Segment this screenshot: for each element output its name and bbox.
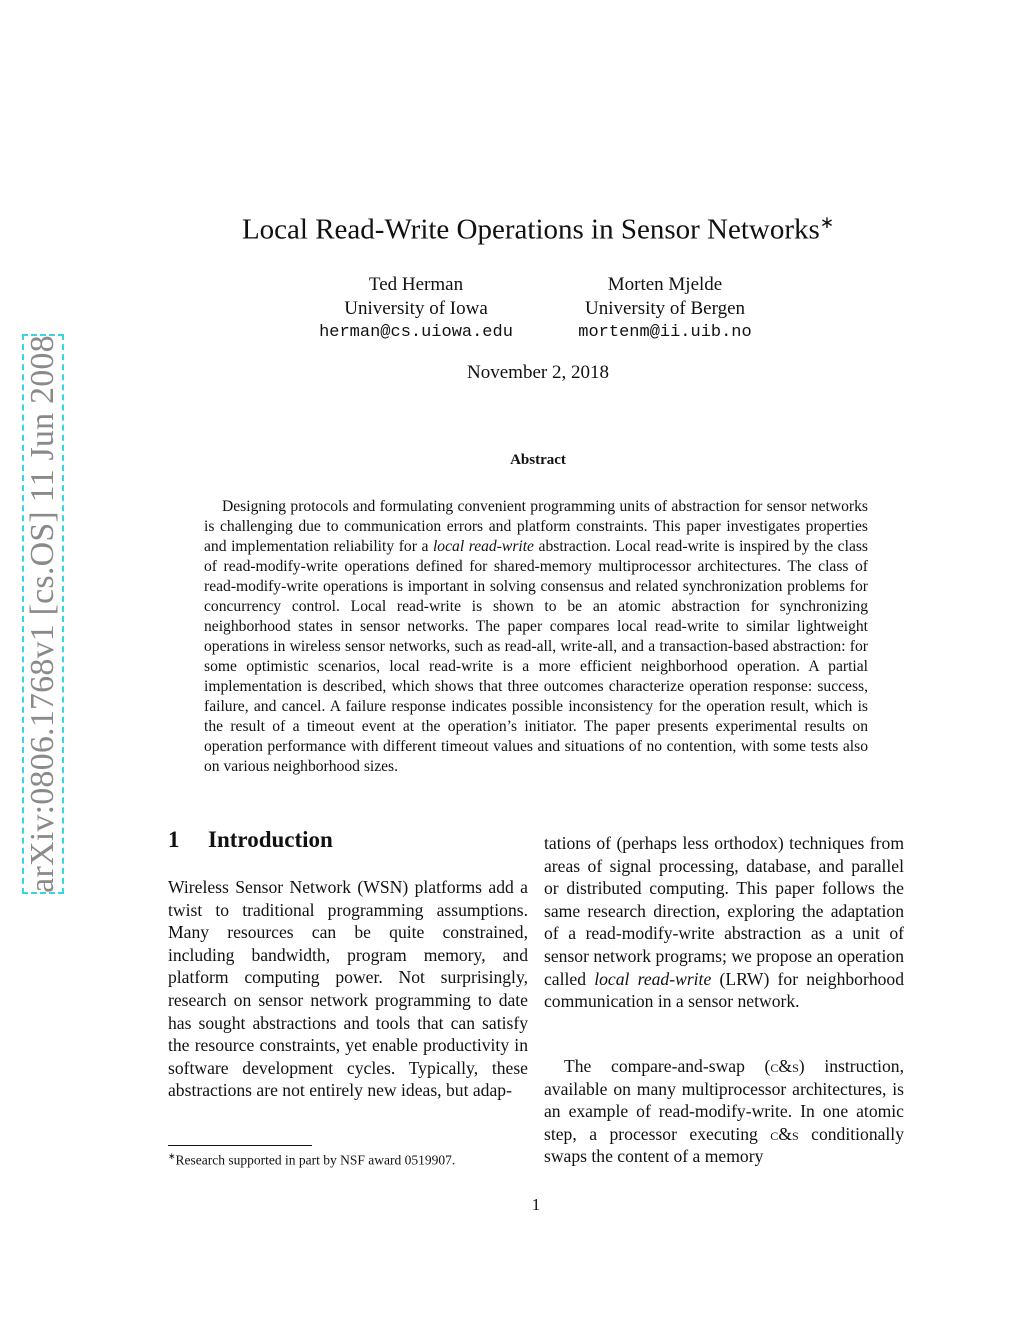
body-text: conditionally swaps the content of a memory — [544, 1123, 904, 1167]
footnote-mark: ∗ — [168, 1151, 176, 1161]
author-affiliation: University of Iowa — [344, 298, 488, 319]
section-heading — [168, 827, 333, 853]
arxiv-identifier: arXiv:0806.1768v1 [cs.OS] 11 Jun 2008 — [24, 335, 61, 893]
author-block — [535, 273, 795, 345]
author-name: Ted Herman — [368, 274, 464, 295]
abstract-heading: Abstract — [510, 452, 566, 468]
title-footnote-mark: ∗ — [819, 213, 835, 232]
abstract-text: Designing protocols and formulating convenient programming units of abstraction for sensor networks is challenging due to communication errors and platform constraints. This paper investigates properties and implementation reliability for a — [204, 498, 868, 555]
abstract-emphasis: local read-write — [432, 538, 534, 555]
footnote — [168, 1151, 455, 1169]
section-number: 1 — [168, 827, 180, 852]
body-paragraph-right — [544, 1055, 904, 1168]
title-text: Local Read-Write Operations in Sensor Networks — [241, 213, 820, 246]
page-number: 1 — [531, 1195, 541, 1214]
small-caps-term: c&s — [770, 1123, 799, 1144]
author-name: Morten Mjelde — [607, 274, 723, 295]
body-text: ) instruction, available on many multiprocessor architectures, is an example of read-modify-write. In one atomic step, a processor executing — [544, 1056, 904, 1144]
body-text: The compare-and-swap ( — [564, 1056, 771, 1076]
footnote-text: Research supported in part by NSF award 0519907. — [175, 1152, 456, 1168]
body-text: (LRW) for neighborhood communication in a sensor network. — [544, 968, 905, 1012]
author-block — [286, 273, 546, 345]
section-title: Introduction — [208, 827, 333, 852]
paper-title — [170, 213, 906, 247]
abstract-text: abstraction. Local read-write is inspired by the class of read-modify-write operations defined for shared-memory multiprocessor architectures. The class of read-modify-write operations is important in solving consensus and related synchronization problems for concurrency control. Local read-write is shown to be an atomic abstraction for synchronizing neighborhood states in sensor networks. The paper compares local read-write to similar lightweight operations in wireless sensor networks, such as read-all, write-all, and a transaction-based abstraction: for some optimistic scenarios, local read-write is a more efficient neighborhood operation. A partial implementation is described, which shows that three outcomes characterize operation response: success, failure, and cancel. A failure response indicates possible inconsistency for the operation result, which is the result of a timeout event at the operation’s initiator. The paper presents experimental results on operation performance with different timeout values and situations of no contention, with some tests also on various neighborhood sizes. — [204, 538, 868, 775]
author-email: mortenm@ii.uib.no — [578, 323, 752, 342]
author-affiliation: University of Bergen — [584, 298, 746, 319]
footnote-rule — [168, 1145, 312, 1146]
author-email: herman@cs.uiowa.edu — [319, 323, 513, 342]
small-caps-term: c&s — [770, 1056, 799, 1076]
arxiv-sidebar-stamp — [22, 334, 64, 894]
body-emphasis: local read-write — [594, 968, 712, 989]
paper-date: November 2, 2018 — [467, 362, 609, 383]
abstract-body — [204, 497, 868, 777]
body-paragraph-left: Wireless Sensor Network (WSN) platforms add a twist to traditional programming assumptions. Many resources can be quite constrained, including bandwidth, program memory, and platform computing power. Not surprisingly, research on sensor network programming to date has sought abstractions and tools that can satisfy the resource constraints, yet enable productivity in software development cycles. Typically, these abstractions are not entirely new ideas, but adap- — [168, 877, 528, 1101]
body-paragraph-right — [544, 832, 904, 1013]
body-text: tations of (perhaps less orthodox) techniques from areas of signal processing, database, and parallel or distributed computing. This paper follows the same research direction, exploring the adaptation of a read-modify-write abstraction as a unit of sensor network programs; we propose an operation called — [544, 833, 904, 989]
